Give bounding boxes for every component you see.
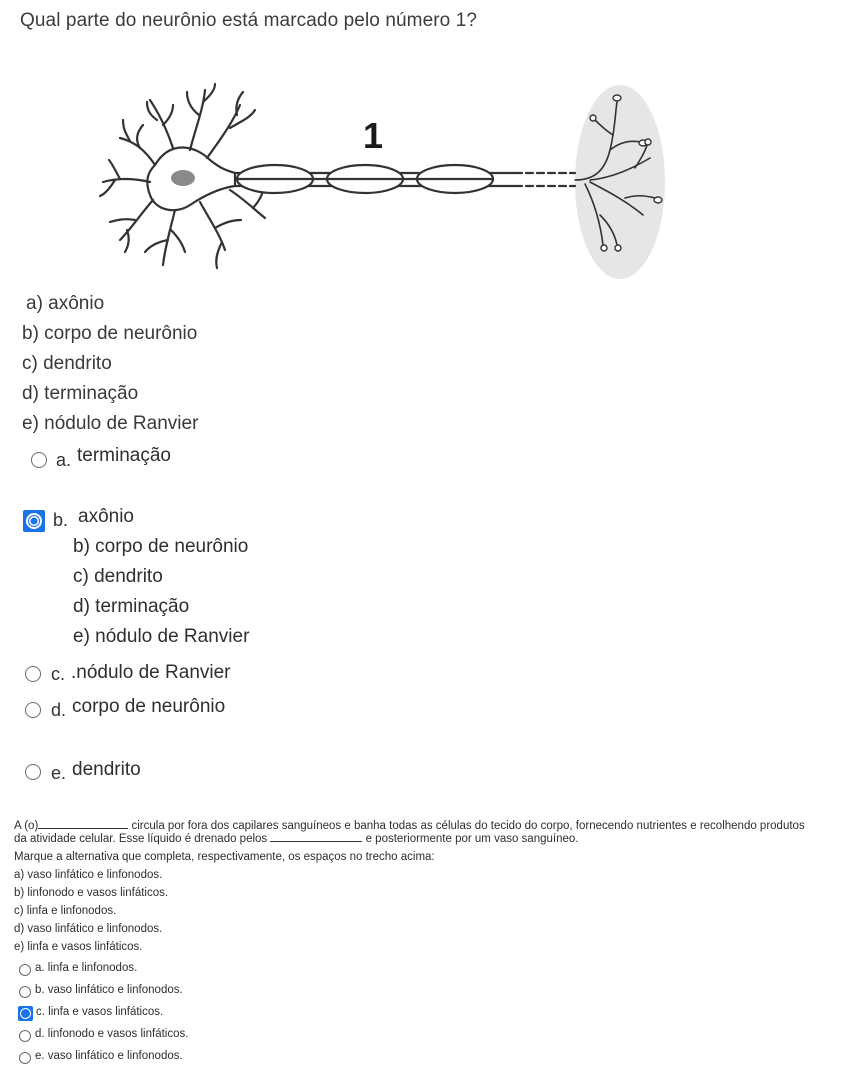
question-1-listed-option: d) terminação	[22, 383, 139, 404]
question-2-text: da atividade celular. Esse líquido é drenado pelos	[14, 833, 268, 845]
nucleus	[171, 170, 195, 186]
answer-d-text[interactable]: corpo de neurônio	[72, 696, 226, 717]
answer-e-radio[interactable]	[25, 764, 41, 780]
question-1-listed-option: c) dendrito	[22, 353, 112, 374]
q2-answer-e-radio[interactable]	[19, 1052, 31, 1064]
question-1-listed-option: a) axônio	[26, 293, 105, 314]
answer-a-radio[interactable]	[31, 452, 47, 468]
blank-2	[270, 831, 362, 842]
answer-e-letter: e.	[51, 763, 67, 783]
answer-d-radio[interactable]	[25, 702, 41, 718]
question-2-text: A (o)	[14, 820, 39, 832]
figure-label-1: 1	[363, 115, 384, 156]
q2-answer-b-radio[interactable]	[19, 986, 31, 998]
q2-answer-e-text[interactable]: e. vaso linfático e linfonodos.	[35, 1050, 183, 1062]
q2-answer-a-radio[interactable]	[19, 964, 31, 976]
answer-b-extra-line: c) dendrito	[73, 566, 163, 587]
answer-b-radio-selected[interactable]	[23, 510, 45, 532]
answer-a-letter: a.	[56, 450, 72, 470]
answer-d-letter: d.	[51, 700, 67, 720]
answer-c-text[interactable]: .nódulo de Ranvier	[71, 662, 231, 683]
question-2-listed-option: d) vaso linfático e linfonodos.	[14, 923, 163, 935]
blank-1	[38, 818, 128, 829]
question-2-listed-option: b) linfonodo e vasos linfáticos.	[14, 887, 169, 899]
question-1-listed-option: b) corpo de neurônio	[22, 323, 198, 344]
q2-answer-c-radio-selected[interactable]	[18, 1006, 33, 1021]
neuron-diagram	[95, 70, 675, 285]
question-2-instruction: Marque a alternativa que completa, respectivamente, os espaços no trecho acima:	[14, 851, 435, 863]
q2-answer-a-text[interactable]: a. linfa e linfonodos.	[35, 962, 138, 974]
answer-c-radio[interactable]	[25, 666, 41, 682]
q2-answer-d-text[interactable]: d. linfonodo e vasos linfáticos.	[35, 1028, 189, 1040]
question-2-line-1	[14, 818, 805, 832]
question-2-listed-option: e) linfa e vasos linfáticos.	[14, 941, 143, 953]
answer-b-extra-line: b) corpo de neurônio	[73, 536, 249, 557]
q2-answer-c-text[interactable]: c. linfa e vasos linfáticos.	[36, 1006, 164, 1018]
answer-a-text[interactable]: terminação	[77, 445, 171, 466]
answer-c-letter: c.	[51, 664, 66, 684]
answer-e-text[interactable]: dendrito	[72, 759, 141, 780]
question-1-listed-option: e) nódulo de Ranvier	[22, 413, 199, 434]
q2-answer-d-radio[interactable]	[19, 1030, 31, 1042]
question-2-listed-option: a) vaso linfático e linfonodos.	[14, 869, 163, 881]
question-2-line-2	[14, 831, 578, 845]
answer-b-letter: b.	[53, 510, 69, 530]
answer-b-extra-line: d) terminação	[73, 596, 190, 617]
question-2-text: circula por fora dos capilares sanguíneos e banha todas as células do tecido do corpo, fornecendo nutrientes e recolhendo produtos	[131, 820, 805, 832]
question-2-text: e posteriormente por um vaso sanguíneo.	[365, 833, 579, 845]
q2-answer-b-text[interactable]: b. vaso linfático e linfonodos.	[35, 984, 183, 996]
question-1-title: Qual parte do neurônio está marcado pelo número 1?	[20, 10, 478, 31]
answer-b-extra-line: e) nódulo de Ranvier	[73, 626, 250, 647]
answer-b-text[interactable]: axônio	[78, 506, 134, 527]
question-2-listed-option: c) linfa e linfonodos.	[14, 905, 117, 917]
